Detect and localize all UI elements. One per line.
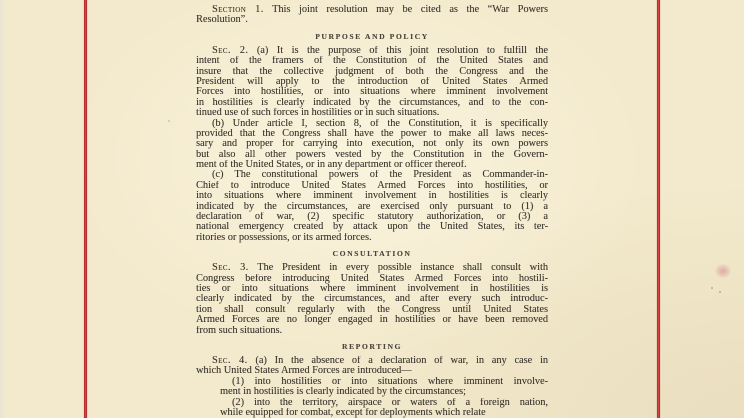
- small-caps-lead: Sec. 4.: [212, 355, 248, 366]
- text-line: Section 1. This joint resolution may be cited as the “War Powers: [212, 5, 548, 15]
- text-line: President will apply to the introduction of United States Armed: [196, 76, 548, 87]
- text-line: ment in hostilities is clearly indicated by the circumstances;: [220, 387, 466, 398]
- text-line: declaration of war, (2) specific statutory authorization, or (3) a: [196, 212, 548, 223]
- text-line: but also all other powers vested by the Constitution in the Govern-: [196, 149, 548, 160]
- text-line: Chief to introduce United States Armed Forces into hostilities, or: [196, 180, 548, 191]
- text-line: into situations where imminent involvement in hostilities is clearly: [196, 191, 548, 202]
- section-2b-paragraph: [196, 119, 548, 171]
- section-4a-item-1: [196, 377, 548, 398]
- text-line: Sec. 4. (a) In the absence of a declaration of war, in any case in: [212, 355, 548, 366]
- left-margin-rule: [84, 0, 87, 418]
- text-line: (1) into hostilities or into situations where imminent involve-: [232, 376, 548, 387]
- text-line: sary and proper for carrying into execution, not only its own powers: [196, 139, 548, 150]
- paper-speck: [719, 291, 721, 293]
- text-line: (c) The constitutional powers of the President as Commander-in-: [212, 170, 548, 181]
- section-1-paragraph: [196, 5, 548, 26]
- reporting-heading: REPORTING: [341, 341, 403, 351]
- text-line: provided that the Congress shall have the power to make all laws neces-: [196, 128, 548, 139]
- text-line: Sec. 2. (a) It is the purpose of this joint resolution to fulfill the: [212, 45, 548, 56]
- text-column: [196, 5, 548, 418]
- text-line: Sec. 3. The President in every possible instance shall consult with: [212, 263, 548, 274]
- text-line: tion shall consult regularly with the Congress until United States: [196, 304, 548, 315]
- text-line: indicated by the circumstances, are exercised only pursuant to (1) a: [196, 201, 548, 212]
- text-line: ment of the United States, or in any department or officer thereof.: [196, 160, 467, 171]
- text-line: while equipped for combat, except for deployments which relate: [220, 407, 486, 418]
- small-caps-lead: Section 1.: [212, 5, 264, 15]
- paper-speck: [711, 287, 713, 289]
- section-2a-paragraph: [196, 46, 548, 119]
- text-line: Armed Forces are no longer engaged in hostilities or have been removed: [196, 315, 548, 326]
- text-line: in hostilities is clearly indicated by the circumstances, and to the con-: [196, 97, 548, 108]
- text-line: Resolution”.: [196, 15, 248, 26]
- text-line: Forces into hostilities, or into situations where imminent involvement: [196, 87, 548, 98]
- small-caps-lead: Sec. 3.: [212, 263, 249, 274]
- section-2c-paragraph: [196, 170, 548, 243]
- text-line: tinued use of such forces in hostilities or in such situations.: [196, 108, 440, 119]
- text-line: ties or into situations where imminent involvement in hostilities is: [196, 283, 548, 294]
- text-line: from such situations.: [196, 325, 283, 336]
- text-line: national emergency created by attack upon the United States, its ter-: [196, 222, 548, 233]
- text-line: ritories or possessions, or its armed forces.: [196, 232, 372, 243]
- consultation-heading: CONSULTATION: [332, 249, 412, 259]
- text-line: Congress before introducing United States Armed Forces into hostili-: [196, 273, 548, 284]
- right-margin-rule: [657, 0, 660, 418]
- ink-smudge: [715, 264, 731, 278]
- text-line: clearly indicated by the circumstances, and after every such introduc-: [196, 294, 548, 305]
- section-4a-item-2: [196, 398, 548, 418]
- text-line: which United States Armed Forces are introduced—: [196, 366, 412, 377]
- section-3-paragraph: [196, 263, 548, 336]
- paper-speck: [168, 120, 170, 122]
- text-line: intent of the framers of the Constitution of the United States and: [196, 56, 548, 67]
- text-line: insure that the collective judgment of both the Congress and the: [196, 66, 548, 77]
- text-line: (b) Under article I, section 8, of the Constitution, it is specifically: [212, 118, 548, 129]
- text-line: (2) into the territory, airspace or waters of a foreign nation,: [232, 397, 548, 408]
- small-caps-lead: Sec. 2.: [212, 45, 249, 56]
- section-4a-paragraph: [196, 356, 548, 377]
- purpose-and-policy-heading: PURPOSE AND POLICY: [315, 31, 429, 41]
